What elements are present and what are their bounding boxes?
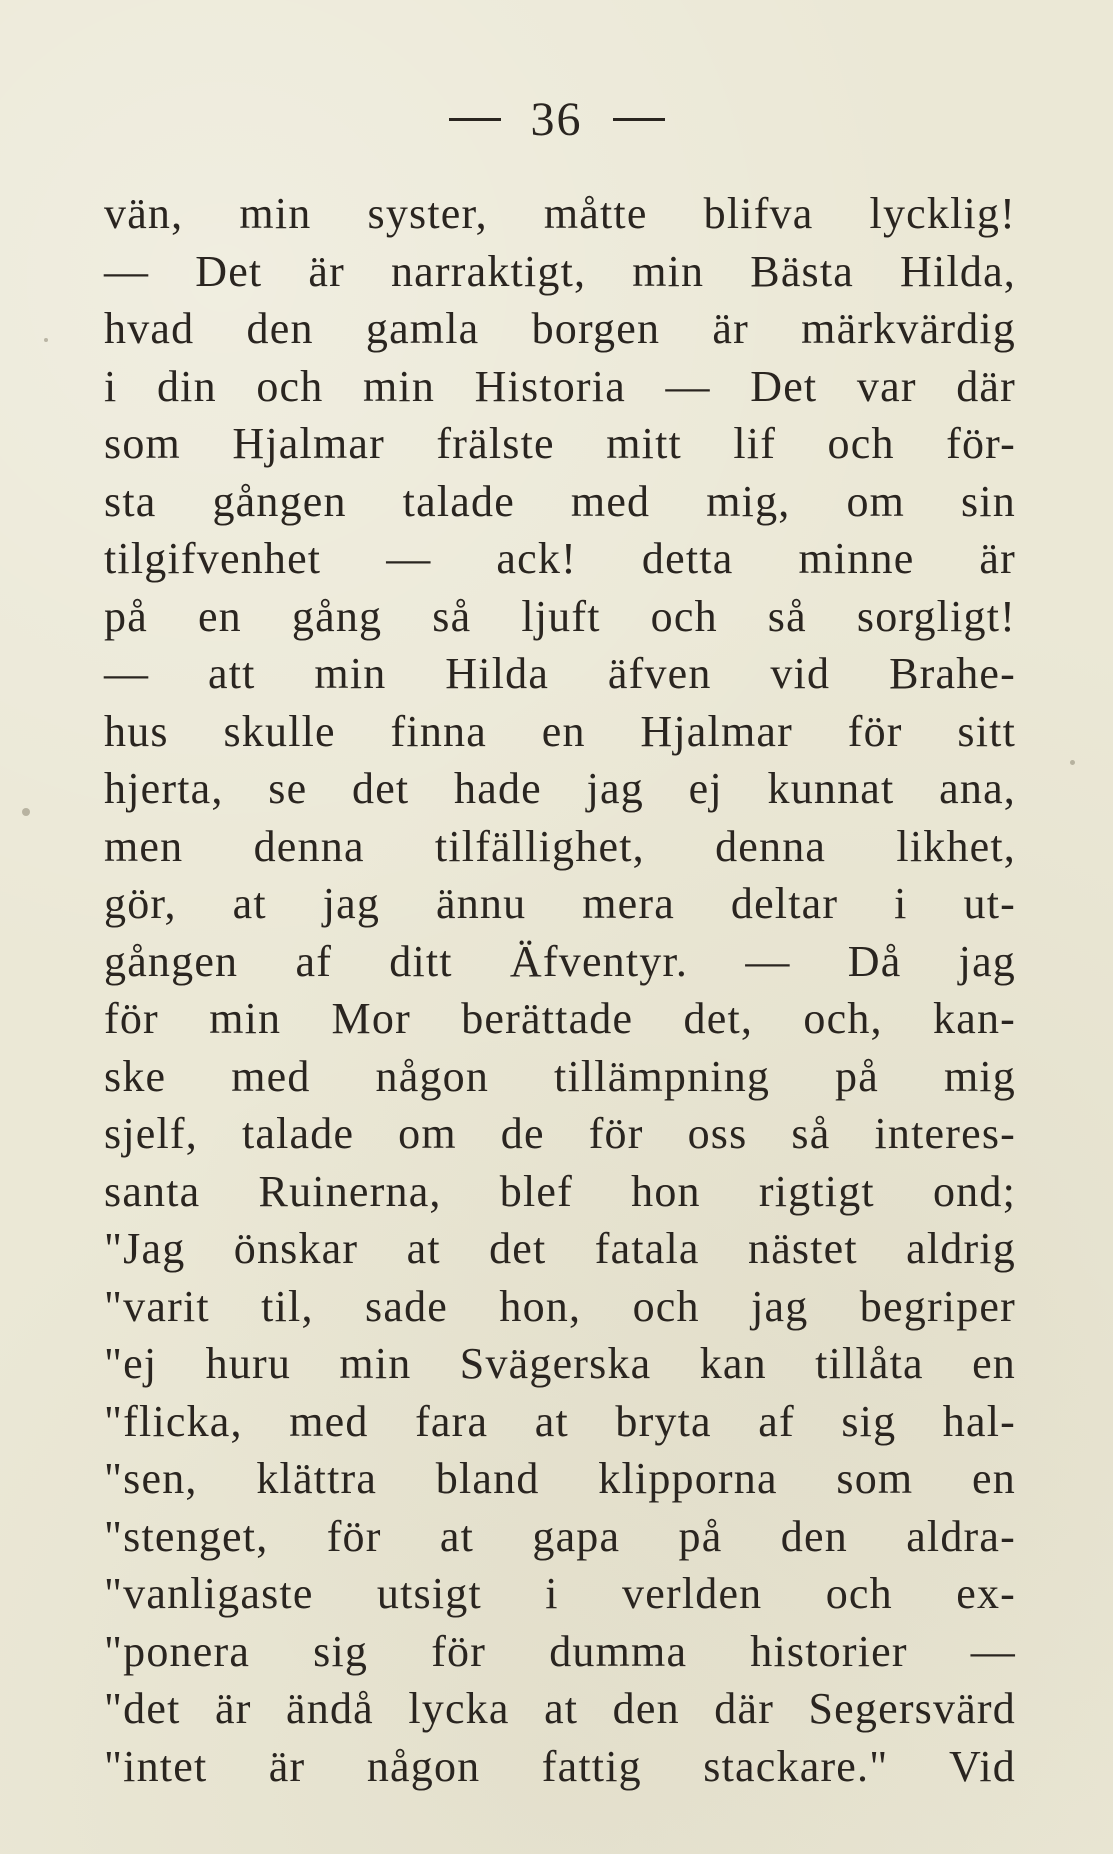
text-line: sjelf, talade om de för oss så interes-: [104, 1109, 1016, 1158]
text-line: — Det är narraktigt, min Bästa Hilda,: [104, 246, 1016, 296]
text-line: "Jag önskar at det fatala nästet aldrig: [104, 1224, 1016, 1273]
header-dash-left: [449, 118, 501, 121]
text-line: santa Ruinerna, blef hon rigtigt ond;: [104, 1166, 1016, 1216]
text-line: "det är ändå lycka at den där Segersvärd: [104, 1684, 1016, 1733]
page-number: 36: [530, 93, 583, 147]
foxing-spot: [1070, 760, 1075, 765]
foxing-spot: [22, 808, 30, 816]
text-line: "intet är någon fattig stackare." Vid: [104, 1741, 1016, 1791]
text-line: "sen, klättra bland klipporna som en: [104, 1454, 1016, 1503]
text-line: gör, at jag ännu mera deltar i ut-: [104, 879, 1016, 928]
text-line: som Hjalmar frälste mitt lif och för-: [104, 419, 1016, 468]
text-line: ske med någon tillämpning på mig: [104, 1051, 1016, 1101]
text-line: hus skulle finna en Hjalmar för sitt: [104, 706, 1016, 756]
foxing-spot: [44, 338, 48, 342]
body-text: [104, 185, 1016, 1795]
text-line: "vanligaste utsigt i verlden och ex-: [104, 1569, 1016, 1618]
text-line: gången af ditt Äfventyr. — Då jag: [104, 936, 1016, 986]
text-line: för min Mor berättade det, och, kan-: [104, 994, 1016, 1043]
text-line: "ponera sig för dumma historier —: [104, 1626, 1016, 1676]
text-line: tilgifvenhet — ack! detta minne är: [104, 534, 1016, 583]
text-line: hjerta, se det hade jag ej kunnat ana,: [104, 764, 1016, 813]
text-line: på en gång så ljuft och så sorgligt!: [104, 591, 1016, 641]
text-line: "flicka, med fara at bryta af sig hal-: [104, 1396, 1016, 1446]
text-line: "ej huru min Svägerska kan tillåta en: [104, 1339, 1016, 1388]
text-line: i din och min Historia — Det var där: [104, 361, 1016, 411]
text-line: sta gången talade med mig, om sin: [104, 476, 1016, 526]
page-header: [0, 88, 1113, 147]
text-line: vän, min syster, måtte blifva lycklig!: [104, 189, 1016, 238]
text-line: "stenget, för at gapa på den aldra-: [104, 1511, 1016, 1561]
text-line: — att min Hilda äfven vid Brahe-: [104, 649, 1016, 698]
text-line: hvad den gamla borgen är märkvärdig: [104, 304, 1016, 353]
header-dash-right: [613, 118, 665, 121]
text-line: "varit til, sade hon, och jag begriper: [104, 1281, 1016, 1331]
text-line: men denna tilfällighet, denna likhet,: [104, 821, 1016, 871]
